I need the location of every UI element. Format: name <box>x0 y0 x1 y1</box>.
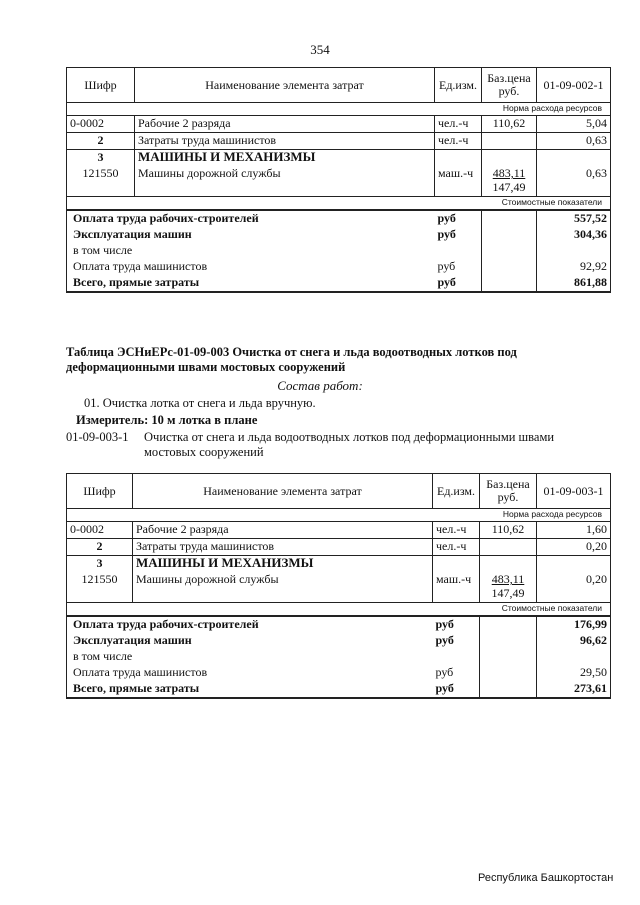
meter-label: Измеритель: 10 м лотка в плане <box>76 413 258 427</box>
total-row: Оплата труда машинистов руб 29,50 <box>67 665 611 681</box>
norm-caption-row: Норма расхода ресурсов <box>67 103 611 116</box>
col-price-header: Баз.цена руб. <box>482 68 537 103</box>
machines-section-row: 3 МАШИНЫ И МЕХАНИЗМЫ <box>67 556 611 573</box>
norm-code: 01-09-003-1 <box>66 430 129 444</box>
cost-caption-row: Стоимостные показатели <box>67 197 611 211</box>
page-number: 354 <box>310 42 330 57</box>
total-row: Эксплуатация машин руб 304,36 <box>67 227 611 243</box>
total-row: Всего, прямые затраты руб 273,61 <box>67 681 611 698</box>
cost-caption-row: Стоимостные показатели <box>67 603 611 617</box>
table-row: 2 Затраты труда машинистов чел.-ч 0,20 <box>67 539 611 556</box>
table-title: Таблица ЭСНиЕРс-01-09-003 Очистка от снега и льда водоотводных лотков под деформационными швами мостовых сооружений <box>66 345 517 374</box>
table-row: 0-0002 Рабочие 2 разряда чел.-ч 110,62 1,60 <box>67 522 611 539</box>
total-row: Всего, прямые затраты руб 861,88 <box>67 275 611 292</box>
resource-table-1 <box>66 67 611 293</box>
footer-region: Республика Башкортостан <box>478 872 614 884</box>
table-header <box>67 474 611 509</box>
table-header <box>67 68 611 103</box>
table-row: 121550 Машины дорожной службы маш.-ч 483,11 147,49 0,20 <box>67 572 611 603</box>
col-unit-header: Ед.изм. <box>435 68 482 103</box>
col-code-header: Шифр <box>67 68 135 103</box>
col-code-header: Шифр <box>67 474 133 509</box>
work-item: 01. Очистка лотка от снега и льда вручную. <box>84 396 316 410</box>
col-name-header: Наименование элемента затрат <box>133 474 433 509</box>
table-row: 121550 Машины дорожной службы маш.-ч 483,11 147,49 0,63 <box>67 166 611 197</box>
norm-code-header: 01-09-003-1 <box>537 474 611 509</box>
col-unit-header: Ед.изм. <box>433 474 480 509</box>
total-row: Эксплуатация машин руб 96,62 <box>67 633 611 649</box>
total-row: Оплата труда рабочих-строителей руб 176,99 <box>67 616 611 633</box>
machines-section-row: 3 МАШИНЫ И МЕХАНИЗМЫ <box>67 150 611 167</box>
total-row: в том числе <box>67 649 611 665</box>
norm-code-header: 01-09-002-1 <box>537 68 611 103</box>
table-row: 2 Затраты труда машинистов чел.-ч 0,63 <box>67 133 611 150</box>
total-row: в том числе <box>67 243 611 259</box>
composition-label: Состав работ: <box>277 378 363 393</box>
norm-caption-row: Норма расхода ресурсов <box>67 509 611 522</box>
resource-table-2 <box>66 473 611 699</box>
total-row: Оплата труда рабочих-строителей руб 557,52 <box>67 210 611 227</box>
total-row: Оплата труда машинистов руб 92,92 <box>67 259 611 275</box>
norm-description-text: Очистка от снега и льда водоотводных лотков под деформационными швами мостовых сооружений <box>144 430 555 459</box>
table-row: 0-0002 Рабочие 2 разряда чел.-ч 110,62 5,04 <box>67 116 611 133</box>
col-price-header: Баз.цена руб. <box>480 474 537 509</box>
col-name-header: Наименование элемента затрат <box>135 68 435 103</box>
